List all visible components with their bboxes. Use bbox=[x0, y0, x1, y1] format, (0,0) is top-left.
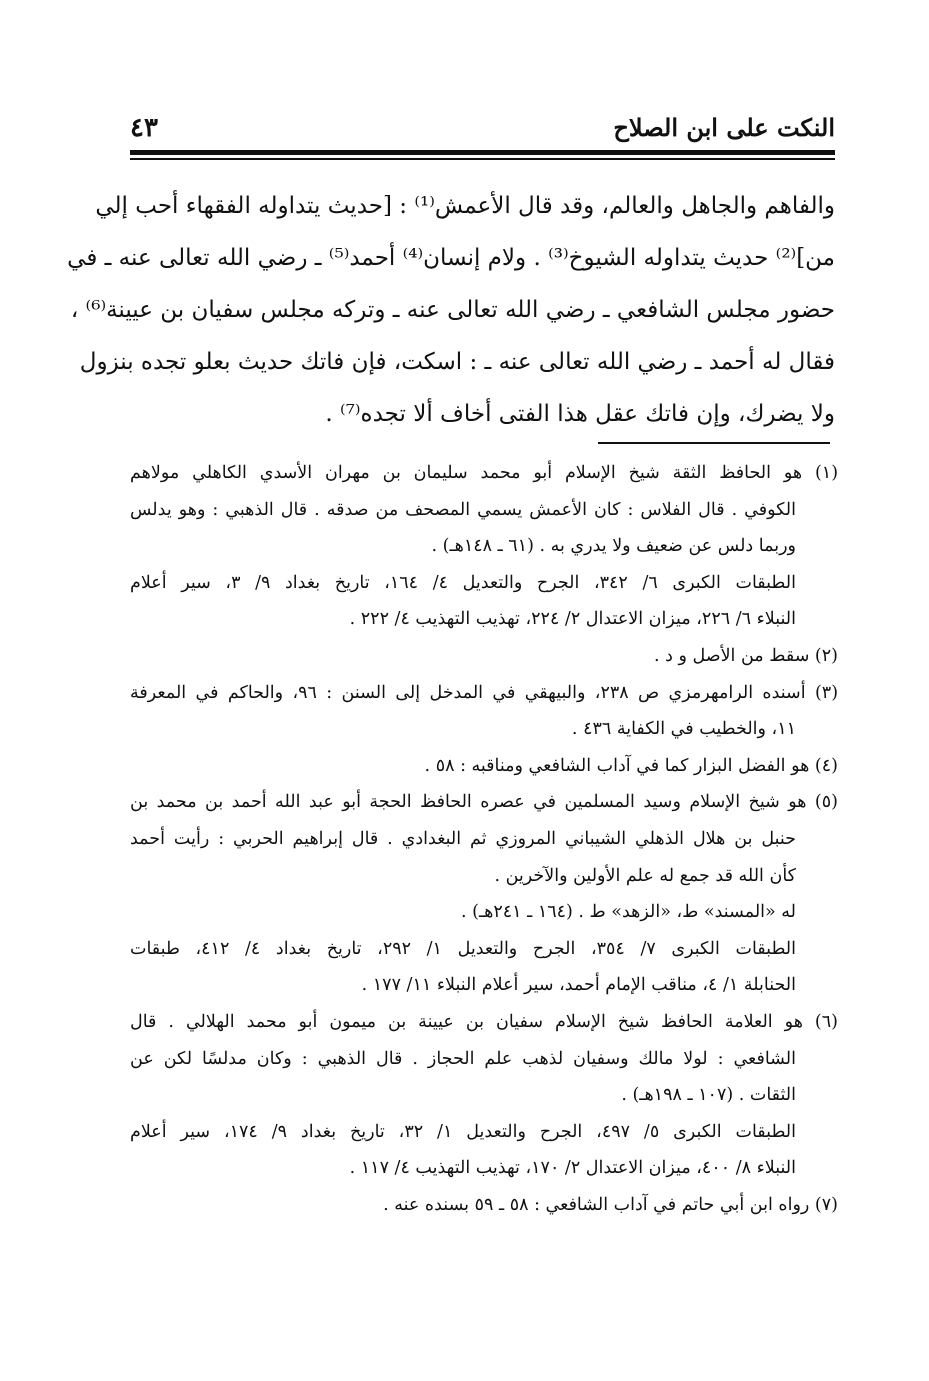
footnote-line: وربما دلس عن ضعيف ولا يدري به . (٦١ ـ ١٤٨هـ) . bbox=[431, 536, 796, 557]
footnote-line: النبلاء ٨/ ٤٠٠، ميزان الاعتدال ٢/ ١٧٠، تهذيب التهذيب ٤/ ١١٧ . bbox=[349, 1158, 796, 1179]
footnote-line: الطبقات الكبرى ٧/ ٣٥٤، الجرح والتعديل ١/ ٢٩٢، تاريخ بغداد ٤/ ٤١٢، طبقات bbox=[130, 938, 796, 959]
footnote-line: (٥) هو شيخ الإسلام وسيد المسلمين في عصره الحافظ الحجة أبو عبد الله أحمد بن محمد بن bbox=[130, 792, 838, 813]
body-line: ولا يضرك، وإن فاتك عقل هذا الفتى أخاف ألا تجده⁽⁷⁾ . bbox=[325, 401, 835, 427]
footnote-line: الشافعي : لولا مالك وسفيان لذهب علم الحجاز . قال الذهبي : وكان مدلسًا لكن عن bbox=[130, 1048, 796, 1069]
page-number: ٤٣ bbox=[130, 113, 158, 143]
footnote-line: له «المسند» ط، «الزهد» ط . (١٦٤ ـ ٢٤١هـ) . bbox=[461, 902, 796, 923]
footnote-line: الطبقات الكبرى ٥/ ٤٩٧، الجرح والتعديل ١/ ٣٢، تاريخ بغداد ٩/ ١٧٤، سير أعلام bbox=[130, 1121, 796, 1142]
body-line: حضور مجلس الشافعي ـ رضي الله تعالى عنه ـ وتركه مجلس سفيان بن عيينة⁽⁶⁾ ، bbox=[70, 297, 835, 323]
footnote-line: الكوفي . قال الفلاس : كان الأعمش يسمي المصحف من صدقه . قال الذهبي : وهو يدلس bbox=[130, 499, 796, 520]
page-header bbox=[130, 112, 835, 152]
footnote-line: (٧) رواه ابن أبي حاتم في آداب الشافعي : ٥٨ ـ ٥٩ بسنده عنه . bbox=[383, 1194, 838, 1215]
footnote-line: (٤) هو الفضل البزار كما في آداب الشافعي ومناقبه : ٥٨ . bbox=[424, 755, 838, 776]
footnote-line: حنبل بن هلال الذهلي الشيباني المروزي ثم البغدادي . قال إبراهيم الحربي : رأيت أحمد bbox=[130, 828, 796, 849]
footnote-line: الثقات . (١٠٧ ـ ١٩٨هـ) . bbox=[621, 1085, 796, 1106]
footnote-line: (٦) هو العلامة الحافظ شيخ الإسلام سفيان بن عيينة بن ميمون أبو محمد الهلالي . قال bbox=[130, 1011, 838, 1032]
header-rule-thin bbox=[130, 158, 835, 160]
footnote-line: الحنابلة ١/ ٤، مناقب الإمام أحمد، سير أعلام النبلاء ١١/ ١٧٧ . bbox=[361, 975, 796, 996]
body-line: والفاهم والجاهل والعالم، وقد قال الأعمش⁽¹⁾ : [حديث يتداوله الفقهاء أحب إلي bbox=[95, 193, 835, 219]
footnote-line: الطبقات الكبرى ٦/ ٣٤٢، الجرح والتعديل ٤/ ١٦٤، تاريخ بغداد ٩/ ٣، سير أعلام bbox=[130, 572, 796, 593]
footnote-line: (٣) أسنده الرامهرمزي ص ٢٣٨، والبيهقي في المدخل إلى السنن : ٩٦، والحاكم في المعرفة bbox=[130, 682, 839, 703]
header-rule-thick bbox=[130, 150, 835, 155]
footnote-line: (٢) سقط من الأصل و د . bbox=[653, 645, 838, 666]
body-line: من]⁽²⁾ حديث يتداوله الشيوخ⁽³⁾ . ولام إنسان⁽⁴⁾ أحمد⁽⁵⁾ ـ رضي الله تعالى عنه ـ في bbox=[67, 245, 835, 271]
footnotes bbox=[130, 455, 838, 1223]
footnote-line: (١) هو الحافظ الثقة شيخ الإسلام أبو محمد سليمان بن مهران الأسدي الكاهلي مولاهم bbox=[130, 463, 839, 483]
footnote-separator bbox=[598, 442, 830, 444]
running-title: النكت على ابن الصلاح bbox=[613, 113, 835, 142]
footnote-line: النبلاء ٦/ ٢٢٦، ميزان الاعتدال ٢/ ٢٢٤، تهذيب التهذيب ٤/ ٢٢٢ . bbox=[349, 609, 796, 630]
footnote-line: كأن الله قد جمع له علم الأولين والآخرين . bbox=[494, 865, 796, 886]
body-line: فقال له أحمد ـ رضي الله تعالى عنه ـ : اسكت، فإن فاتك حديث بعلو تجده بنزول bbox=[79, 349, 835, 375]
footnote-line: ١١، والخطيب في الكفاية ٤٣٦ . bbox=[571, 719, 796, 740]
body-text bbox=[67, 180, 835, 440]
